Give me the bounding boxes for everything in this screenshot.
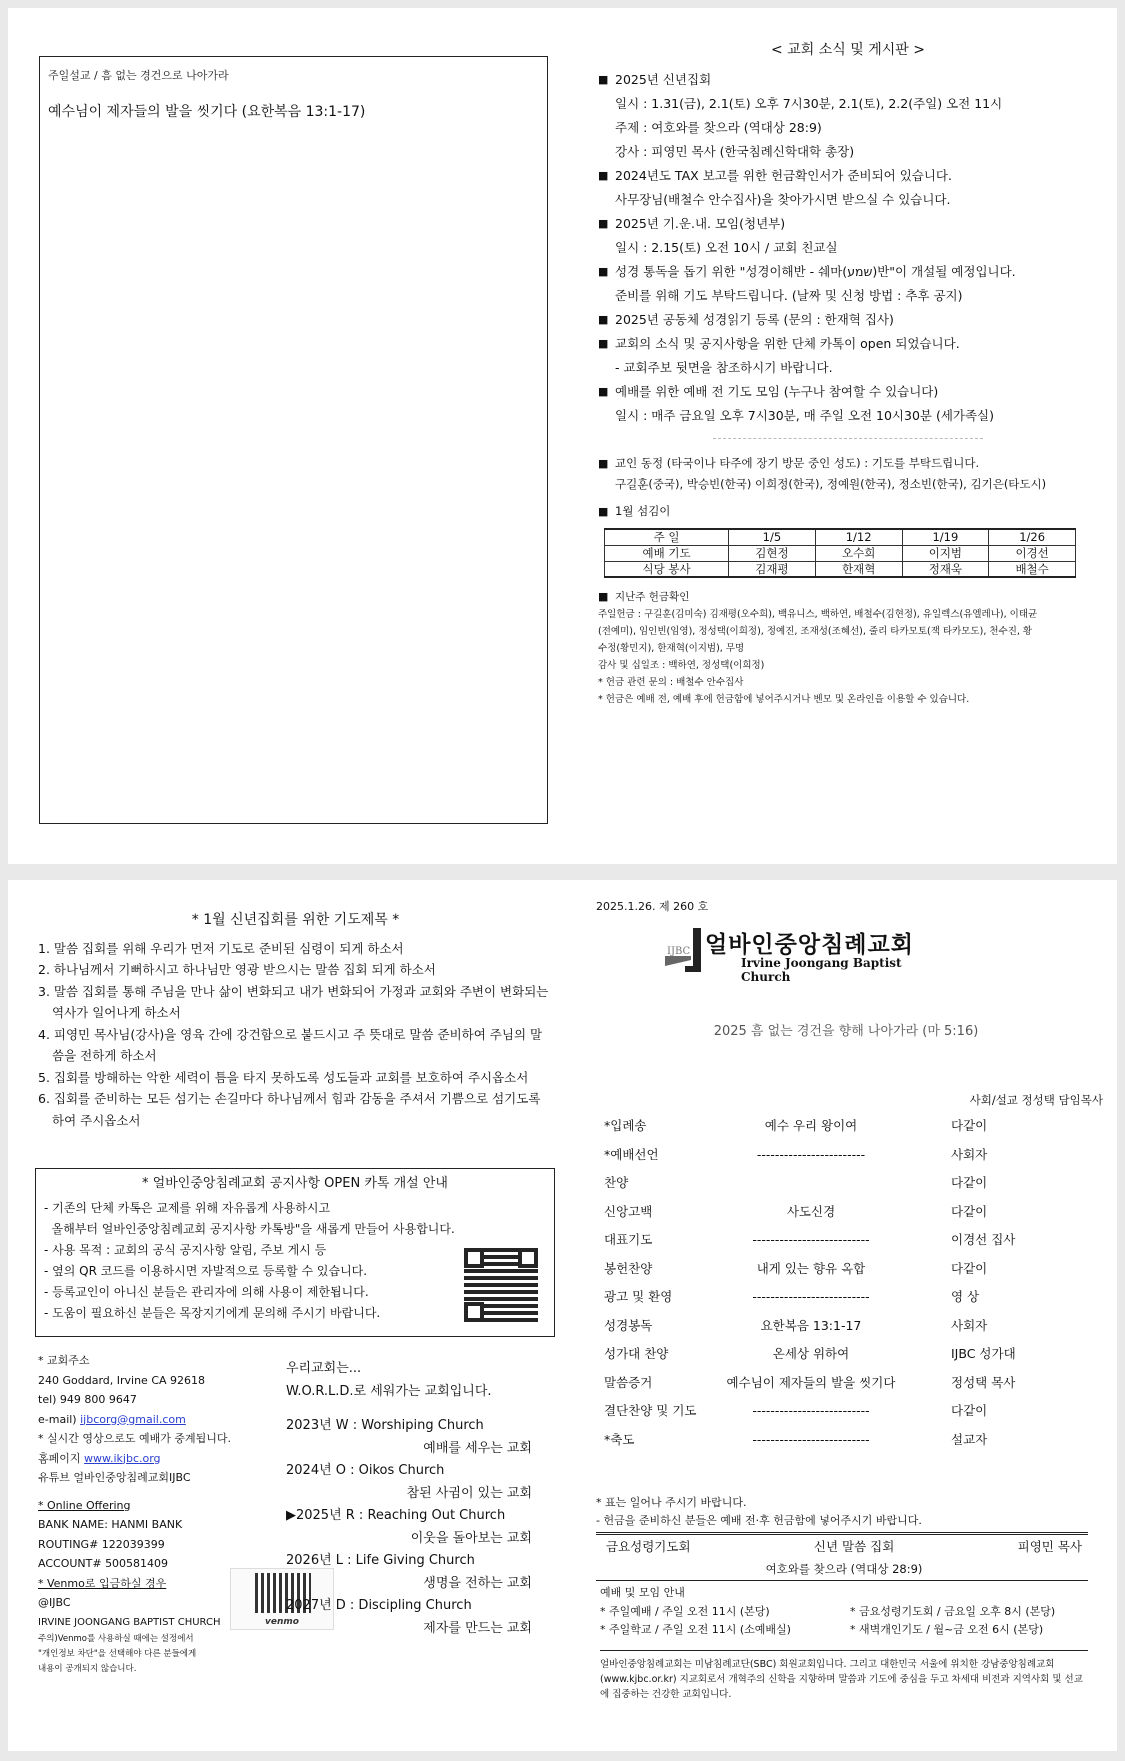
service-content: 요한복음 13:1-17 bbox=[760, 1317, 862, 1333]
meetings-heading: 예배 및 모임 안내 bbox=[600, 1586, 685, 1599]
routing-number: ROUTING# 122039399 bbox=[38, 1537, 165, 1551]
service-part: 대표기도 bbox=[604, 1232, 653, 1247]
service-notes bbox=[596, 1494, 922, 1530]
church-name-korean: 얼바인중앙침례교회 bbox=[705, 932, 914, 958]
world-year: 2027년 D : Discipling Church bbox=[286, 1598, 472, 1613]
sermon-label: 주일설교 / 흠 없는 경건으로 나아가라 bbox=[48, 69, 229, 82]
service-row bbox=[596, 1397, 1101, 1426]
notice-item: ■ 2024년도 TAX 보고를 위한 헌금확인서가 준비되어 있습니다. bbox=[598, 164, 1098, 188]
friday-topic: 여호와를 찾으라 (역대상 28:9) bbox=[765, 1562, 923, 1576]
service-content: ------------------------ bbox=[756, 1146, 866, 1162]
world-year-motto: 이웃을 돌아보는 교회 bbox=[410, 1530, 532, 1546]
service-part: 봉헌찬양 bbox=[604, 1260, 653, 1276]
service-row bbox=[596, 1255, 1101, 1284]
venmo-note-1: 주의)Venmo를 사용하실 때에는 설정에서 bbox=[38, 1634, 194, 1644]
rule bbox=[596, 1580, 1088, 1581]
service-row bbox=[596, 1340, 1101, 1369]
address-heading: * 교회주소 bbox=[38, 1354, 90, 1367]
service-part: *입례송 bbox=[604, 1118, 647, 1133]
order-of-service bbox=[596, 1112, 1101, 1454]
notice-item: ■ 성경 통독을 돕기 위한 "성경이해반 - 쉐마(שמע)반"이 개설될 예정입니다. bbox=[598, 260, 1098, 284]
duty-table bbox=[604, 528, 1076, 578]
duty-row bbox=[605, 545, 1076, 561]
church-name-english: Irvine Joongang Baptist Church bbox=[741, 956, 902, 984]
divider bbox=[713, 438, 983, 439]
service-row bbox=[596, 1141, 1101, 1170]
duty-header-cell: 주 일 bbox=[605, 529, 729, 545]
service-row bbox=[596, 1198, 1101, 1227]
offering-line: (전예미), 임인빈(임영), 정성택(이희정), 정예진, 조재성(조혜선), 줄리 타카모토(잭 타카모도), 천수진, 황 bbox=[598, 626, 1033, 637]
service-part: 광고 및 환영 bbox=[604, 1289, 673, 1304]
service-leader: 다같이 bbox=[951, 1118, 988, 1133]
prayer-item: 1. 말씀 집회를 위해 우리가 먼저 기도로 준비된 심령이 되게 하소서 bbox=[38, 940, 404, 956]
service-part: 성경봉독 bbox=[604, 1317, 653, 1333]
service-row bbox=[596, 1112, 1101, 1141]
service-content: -------------------------- bbox=[752, 1403, 870, 1418]
friday-event: 신년 말씀 집회 bbox=[813, 1539, 895, 1554]
world-intro-1: 우리교회는... bbox=[286, 1361, 362, 1376]
prayer-item: 5. 집회를 방해하는 악한 세력이 틈을 타지 못하도록 성도들과 교회를 보호하여 주시옵소서 bbox=[38, 1069, 529, 1085]
world-year-motto: 참된 사귐이 있는 교회 bbox=[406, 1485, 532, 1501]
duty-header-row bbox=[605, 529, 1076, 545]
meetings-info bbox=[600, 1584, 1088, 1640]
duty-cell: 예배 기도 bbox=[605, 545, 729, 561]
friday-speaker: 피영민 목사 bbox=[1017, 1539, 1082, 1554]
world-year: 2023년 W : Worshiping Church bbox=[286, 1418, 484, 1433]
service-part: 결단찬양 및 기도 bbox=[604, 1403, 697, 1418]
members-names: 구길훈(중국), 박승빈(한국) 이희정(한국), 정예원(한국), 정소빈(한국), 김기은(타도시) bbox=[615, 477, 1047, 491]
duty-cell: 한재혁 bbox=[815, 561, 902, 577]
church-description: 얼바인중앙침례교회는 미남침례교단(SBC) 회원교회입니다. 그리고 대한민국 서울에 위치한 강남중앙침례교회(www.kjbc.or.kr) 지교회로서 개혁주의 신학을 지향하며 말씀과 기도에 중심을 두고 차세대 비전과 지역사회 및 선교에 집중하는 건강한 교회입니다. bbox=[600, 1650, 1088, 1702]
meetings-list bbox=[600, 1603, 1088, 1640]
youtube: 유튜브 얼바인중앙침례교회IJBC bbox=[38, 1471, 191, 1484]
world-year-list bbox=[286, 1415, 546, 1640]
service-content: 예수 우리 왕이여 bbox=[764, 1118, 858, 1133]
service-leader: 다같이 bbox=[951, 1203, 988, 1219]
venmo-note-2: "개인정보 차단"을 선택해야 다른 분들에게 bbox=[38, 1649, 197, 1659]
notice-item: ■ 2025년 공동체 성경읽기 등록 (문의 : 한재혁 집사) bbox=[598, 308, 1098, 332]
service-part: 찬양 bbox=[604, 1175, 629, 1190]
world-year: 2024년 O : Oikos Church bbox=[286, 1463, 445, 1478]
meeting-item: * 금요성령기도회 / 금요일 오후 8시 (본당) bbox=[850, 1604, 1056, 1618]
open-chat-line: 올해부터 얼바인중앙침례교회 공지사항 카톡방"을 새롭게 만들어 사용합니다. bbox=[44, 1222, 455, 1236]
world-year-motto: 제자를 만드는 교회 bbox=[423, 1620, 532, 1636]
bulletin-cover-page bbox=[8, 880, 1117, 1751]
account-number: ACCOUNT# 500581409 bbox=[38, 1557, 169, 1570]
notice-detail: 일시 : 2.15(토) 오전 10시 / 교회 친교실 bbox=[615, 240, 838, 255]
service-content: -------------------------- bbox=[752, 1232, 870, 1247]
service-part: 성가대 찬양 bbox=[604, 1346, 669, 1361]
online-heading: * Online Offering bbox=[38, 1498, 131, 1512]
duty-header-cell: 1/12 bbox=[815, 529, 902, 545]
service-note: - 헌금을 준비하신 분들은 예배 전·후 헌금함에 넣어주시기 바랍니다. bbox=[596, 1514, 922, 1527]
duty-cell: 오수희 bbox=[815, 545, 902, 561]
friday-label: 금요성령기도회 bbox=[606, 1539, 691, 1554]
service-content: 온세상 위하여 bbox=[772, 1346, 850, 1361]
duty-cell: 이지범 bbox=[902, 545, 989, 561]
venmo-name: IRVINE JOONGANG BAPTIST CHURCH bbox=[38, 1616, 221, 1628]
world-year: ▶2025년 R : Reaching Out Church bbox=[286, 1508, 506, 1523]
duty-heading: ■ 1월 섬김이 bbox=[598, 501, 1098, 522]
service-note: * 표는 일어나 주시기 바랍니다. bbox=[596, 1496, 747, 1509]
duty-header-cell: 1/19 bbox=[902, 529, 989, 545]
notice-item: ■ 2025년 기.운.내. 모임(청년부) bbox=[598, 212, 1098, 236]
service-row bbox=[596, 1426, 1101, 1455]
year-theme: 2025 흠 없는 경건을 향해 나아가라 (마 5:16) bbox=[713, 1024, 979, 1039]
service-leader: 사회자 bbox=[951, 1146, 988, 1162]
service-content: 예수님이 제자들의 발을 씻기다 bbox=[726, 1374, 896, 1390]
service-leader: 정성택 목사 bbox=[951, 1374, 1016, 1390]
service-row bbox=[596, 1369, 1101, 1398]
offering-list bbox=[598, 606, 1098, 708]
offering-heading: ■ 지난주 헌금확인 bbox=[598, 588, 1098, 606]
duty-cell: 배철수 bbox=[989, 561, 1076, 577]
service-leader: IJBC 성가대 bbox=[951, 1346, 1016, 1361]
address: 240 Goddard, Irvine CA 92618 bbox=[38, 1373, 206, 1387]
service-leader: 다같이 bbox=[951, 1403, 988, 1418]
prayer-topics bbox=[38, 910, 553, 1131]
service-leader: 사회자 bbox=[951, 1317, 988, 1333]
venmo-id: @IJBC bbox=[38, 1596, 71, 1609]
notice-item: ■ 2025년 신년집회 bbox=[598, 68, 1098, 92]
open-chat-line: - 도움이 필요하신 분들은 목장지기에게 문의해 주시기 바랍니다. bbox=[44, 1306, 381, 1320]
service-part: 말씀증거 bbox=[604, 1374, 653, 1390]
service-leader: 이경선 집사 bbox=[951, 1232, 1016, 1247]
video-note: * 실시간 영상으로도 예배가 중계됩니다. bbox=[38, 1432, 231, 1445]
world-year-motto: 생명을 전하는 교회 bbox=[423, 1575, 532, 1591]
notices-title: < 교회 소식 및 게시판 > bbox=[771, 42, 925, 58]
open-chat-title: * 얼바인중앙침례교회 공지사항 OPEN 카톡 개설 안내 bbox=[142, 1176, 448, 1191]
duty-cell: 김재평 bbox=[729, 561, 816, 577]
notice-list bbox=[598, 68, 1098, 428]
venmo-note-3: 내용이 공개되지 않습니다. bbox=[38, 1664, 137, 1674]
service-row bbox=[596, 1283, 1101, 1312]
venmo-heading: * Venmo로 입금하실 경우 bbox=[38, 1576, 167, 1590]
notice-detail: 강사 : 피영민 목사 (한국침례신학대학 총장) bbox=[615, 144, 855, 159]
church-logo-mark bbox=[663, 926, 703, 974]
prayer-item: 3. 말씀 집회를 통해 주님을 만나 삶이 변화되고 내가 변화되어 가정과 교회와 주변이 변화되는 역사가 일어나게 하소서 bbox=[38, 983, 549, 1020]
service-content: -------------------------- bbox=[752, 1431, 870, 1447]
duty-cell: 정재욱 bbox=[902, 561, 989, 577]
bank-name: BANK NAME: HANMI BANK bbox=[38, 1518, 183, 1531]
prayer-item: 2. 하나님께서 기뻐하시고 하나님만 영광 받으시는 말씀 집회 되게 하소서 bbox=[38, 962, 436, 977]
service-row bbox=[596, 1169, 1101, 1198]
service-leader: 다같이 bbox=[951, 1260, 988, 1276]
notice-item: ■ 예배를 위한 예배 전 기도 모임 (누구나 참여할 수 있습니다) bbox=[598, 380, 1098, 404]
issue-number: 2025.1.26. 제 260 호 bbox=[596, 900, 709, 913]
notice-detail: 주제 : 여호와를 찾으라 (역대상 28:9) bbox=[615, 120, 822, 135]
phone: tel) 949 800 9647 bbox=[38, 1393, 137, 1406]
duty-row bbox=[605, 561, 1076, 577]
notice-detail: 일시 : 매주 금요일 오후 7시30분, 매 주일 오전 10시30분 (세가족실) bbox=[615, 408, 994, 423]
notice-detail: 사무장님(배철수 안수집사)을 찾아가시면 받으실 수 있습니다. bbox=[615, 192, 951, 207]
prayer-item: 6. 집회를 준비하는 모든 섬기는 손길마다 하나님께서 힘과 감동을 주셔서 기쁨으로 섬기도록 하여 주시옵소서 bbox=[38, 1091, 541, 1128]
church-notices bbox=[598, 38, 1098, 708]
offering-line: * 헌금은 예배 전, 예배 후에 헌금함에 넣어주시거나 벤모 및 온라인을 이용할 수 있습니다. bbox=[598, 694, 970, 705]
prayer-list bbox=[38, 938, 553, 1132]
svg-text:IJBC: IJBC bbox=[667, 946, 691, 957]
open-chat-line: - 등록교인이 아니신 분들은 관리자에 의해 사용이 제한됩니다. bbox=[44, 1285, 369, 1299]
service-content: 사도신경 bbox=[786, 1203, 836, 1219]
open-chat-notice bbox=[35, 1168, 555, 1337]
service-row bbox=[596, 1312, 1101, 1341]
offering-line: 수정(황민지), 한재혁(이지범), 무명 bbox=[598, 643, 745, 654]
notice-detail: - 교회주보 뒷면을 참조하시기 바랍니다. bbox=[615, 360, 833, 375]
bulletin-inner-page bbox=[8, 8, 1117, 864]
duty-cell: 김현정 bbox=[729, 545, 816, 561]
service-leader: 설교자 bbox=[951, 1431, 988, 1447]
service-content: 내게 있는 향유 옥합 bbox=[756, 1260, 866, 1276]
world-intro-2: W.O.R.L.D.로 세워가는 교회입니다. bbox=[286, 1383, 492, 1399]
duty-header-cell: 1/5 bbox=[729, 529, 816, 545]
sermon-title: 예수님이 제자들의 발을 씻기다 (요한복음 13:1-17) bbox=[48, 104, 366, 120]
church-logo bbox=[663, 926, 943, 984]
presider: 사회/설교 정성택 담임목사 bbox=[969, 1093, 1103, 1107]
meeting-item: * 새벽개인기도 / 월~금 오전 6시 (본당) bbox=[850, 1623, 1044, 1636]
service-part: 신앙고백 bbox=[604, 1203, 653, 1219]
friday-meeting bbox=[600, 1534, 1088, 1578]
service-leader: 다같이 bbox=[951, 1175, 988, 1190]
service-row bbox=[596, 1226, 1101, 1255]
meeting-item: * 주일예배 / 주일 오전 11시 (본당) bbox=[600, 1604, 770, 1618]
duty-cell: 이경선 bbox=[989, 545, 1076, 561]
notice-detail: 일시 : 1.31(금), 2.1(토) 오후 7시30분, 2.1(토), 2.2(주일) 오전 11시 bbox=[615, 96, 1003, 111]
service-content: -------------------------- bbox=[752, 1289, 870, 1304]
venmo-logo: venmo bbox=[265, 1617, 299, 1627]
notice-item: ■ 교회의 소식 및 공지사항을 위한 단체 카톡이 open 되었습니다. bbox=[598, 332, 1098, 356]
open-chat-line: - 사용 목적 : 교회의 공식 공지사항 알림, 주보 게시 등 bbox=[44, 1243, 327, 1257]
offering-line: 감사 및 십일조 : 백하연, 정성택(이희정) bbox=[598, 660, 765, 671]
service-part: *축도 bbox=[604, 1431, 635, 1447]
open-chat-line: - 기존의 단체 카톡은 교제를 위해 자유롭게 사용하시고 bbox=[44, 1201, 331, 1215]
world-year-motto: 예배를 세우는 교회 bbox=[423, 1440, 532, 1456]
email-line: e-mail) ijbcorg@gmail.com bbox=[38, 1412, 186, 1426]
open-chat-line: - 옆의 QR 코드를 이용하시면 자발적으로 등록할 수 있습니다. bbox=[44, 1264, 368, 1278]
prayer-item: 4. 피영민 목사님(강사)을 영육 간에 강건함으로 붙드시고 주 뜻대로 말씀 준비하여 주님의 말씀을 전하게 하소서 bbox=[38, 1026, 543, 1063]
world-vision bbox=[286, 1358, 546, 1640]
sermon-notes-box bbox=[39, 56, 548, 824]
homepage-line: 홈페이지 www.ikjbc.org bbox=[38, 1451, 161, 1465]
meeting-item: * 주일학교 / 주일 오전 11시 (소예배실) bbox=[600, 1623, 791, 1636]
prayer-title: * 1월 신년집회를 위한 기도제목 * bbox=[191, 912, 400, 928]
duty-cell: 식당 봉사 bbox=[605, 561, 729, 577]
duty-header-cell: 1/26 bbox=[989, 529, 1076, 545]
world-year: 2026년 L : Life Giving Church bbox=[286, 1553, 475, 1568]
kakao-qr-code[interactable] bbox=[464, 1248, 538, 1322]
service-leader: 영 상 bbox=[951, 1289, 980, 1304]
members-heading: ■ 교인 동정 (타국이나 타주에 장기 방문 중인 성도) : 기도를 부탁드립니다. bbox=[598, 453, 1098, 474]
service-part: *예배선언 bbox=[604, 1146, 659, 1162]
email-link[interactable]: ijbcorg@gmail.com bbox=[80, 1412, 186, 1426]
homepage-link[interactable]: www.ikjbc.org bbox=[84, 1451, 161, 1465]
offering-line: * 헌금 관련 문의 : 배철수 안수집사 bbox=[598, 677, 744, 688]
notice-detail: 준비를 위해 기도 부탁드립니다. (날짜 및 신청 방법 : 추후 공지) bbox=[615, 288, 963, 303]
offering-line: 주일헌금 : 구길훈(김미숙) 김재평(오수희), 백유니스, 백하연, 배철수(김현정), 유일렉스(유엘레나), 이태균 bbox=[598, 609, 1038, 620]
